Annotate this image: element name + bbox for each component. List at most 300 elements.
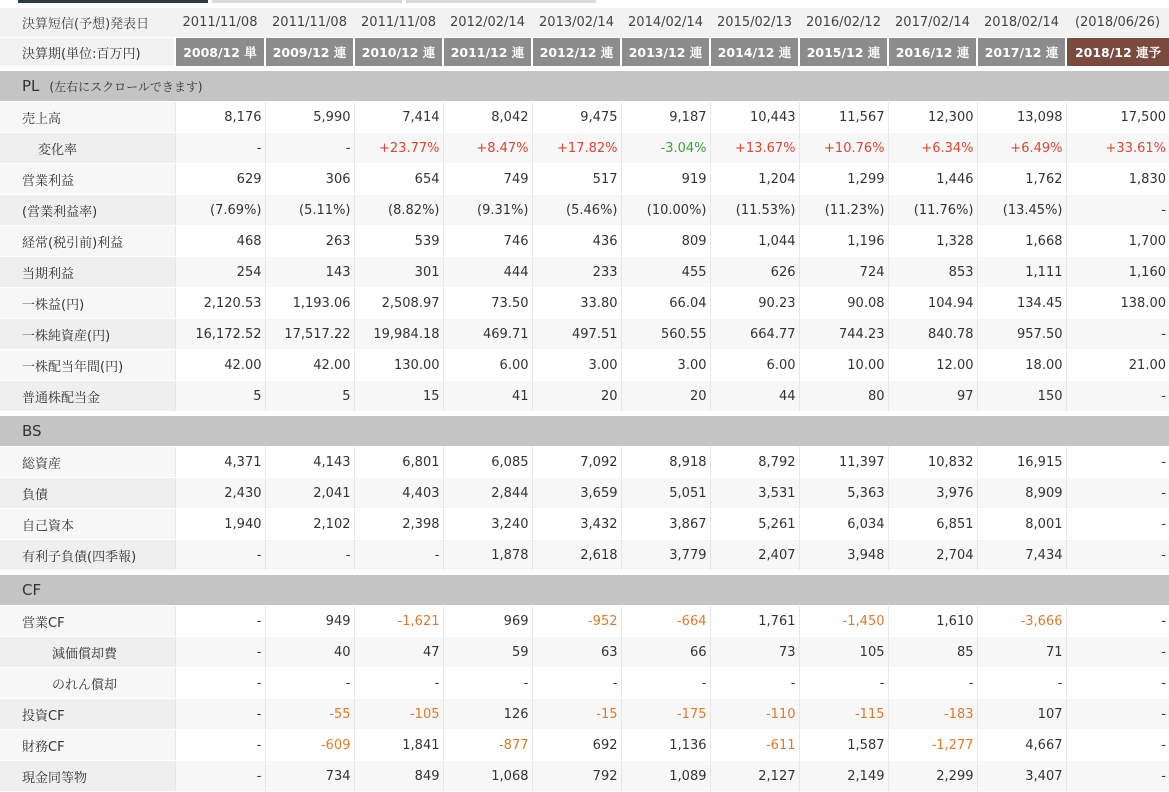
- table-cell: 71: [977, 637, 1066, 668]
- table-cell: 3.00: [621, 350, 710, 381]
- table-cell: 1,841: [354, 730, 443, 761]
- header-period-cell: 2013/12 連: [621, 38, 710, 67]
- table-cell: 7,092: [532, 447, 621, 478]
- table-cell: 1,940: [175, 509, 265, 540]
- table-cell: -183: [888, 699, 977, 730]
- table-cell: (8.82%): [354, 195, 443, 226]
- table-cell: (11.76%): [888, 195, 977, 226]
- table-cell: 13,098: [977, 102, 1066, 133]
- header-period-cell: 2015/12 連: [799, 38, 888, 67]
- table-row: [0, 288, 1169, 319]
- table-cell: 517: [532, 164, 621, 195]
- table-cell: 254: [175, 257, 265, 288]
- table-cell: 809: [621, 226, 710, 257]
- table-cell: 2,618: [532, 540, 621, 571]
- table-cell: -: [175, 540, 265, 571]
- table-cell: -: [1066, 730, 1169, 761]
- table-cell: -: [443, 668, 532, 699]
- table-cell: 734: [265, 761, 354, 792]
- table-cell: 15: [354, 381, 443, 412]
- table-cell: 2,041: [265, 478, 354, 509]
- table-cell: +13.67%: [710, 133, 799, 164]
- table-cell: -: [175, 637, 265, 668]
- row-label: 当期利益: [0, 257, 175, 288]
- tab-active[interactable]: [18, 0, 208, 3]
- header-period-cell: 2011/12 連: [443, 38, 532, 67]
- header-date-row: [0, 8, 1169, 38]
- table-cell: 919: [621, 164, 710, 195]
- header-date-cell: 2014/02/14: [621, 8, 710, 38]
- table-cell: 724: [799, 257, 888, 288]
- table-row: [0, 102, 1169, 133]
- table-cell: -1,621: [354, 606, 443, 637]
- table-cell: 1,878: [443, 540, 532, 571]
- table-cell: 746: [443, 226, 532, 257]
- table-cell: -: [265, 133, 354, 164]
- table-cell: +6.49%: [977, 133, 1066, 164]
- table-cell: 7,414: [354, 102, 443, 133]
- table-cell: -105: [354, 699, 443, 730]
- table-cell: 1,044: [710, 226, 799, 257]
- scroll-hint: (左右にスクロールできます): [49, 80, 203, 94]
- row-label: 財務CF: [0, 730, 175, 761]
- table-cell: 2,127: [710, 761, 799, 792]
- table-cell: 4,667: [977, 730, 1066, 761]
- table-cell: 626: [710, 257, 799, 288]
- table-cell: 2,704: [888, 540, 977, 571]
- tab-2[interactable]: [212, 0, 402, 3]
- table-cell: +10.76%: [799, 133, 888, 164]
- table-cell: 1,089: [621, 761, 710, 792]
- table-cell: 6,085: [443, 447, 532, 478]
- row-label: 経常(税引前)利益: [0, 226, 175, 257]
- section-header-pl: [0, 71, 1169, 102]
- table-cell: 1,111: [977, 257, 1066, 288]
- table-cell: 21.00: [1066, 350, 1169, 381]
- table-cell: 12.00: [888, 350, 977, 381]
- table-cell: (9.31%): [443, 195, 532, 226]
- table-cell: 143: [265, 257, 354, 288]
- table-cell: +8.47%: [443, 133, 532, 164]
- table-cell: +17.82%: [532, 133, 621, 164]
- table-cell: 3,779: [621, 540, 710, 571]
- table-cell: -175: [621, 699, 710, 730]
- table-cell: 17,517.22: [265, 319, 354, 350]
- table-row: [0, 447, 1169, 478]
- table-row: [0, 257, 1169, 288]
- table-cell: -609: [265, 730, 354, 761]
- header-period-cell: 2009/12 連: [265, 38, 354, 67]
- table-cell: 1,204: [710, 164, 799, 195]
- table-cell: 3,867: [621, 509, 710, 540]
- table-cell: 5,051: [621, 478, 710, 509]
- table-cell: 8,792: [710, 447, 799, 478]
- table-cell: 1,299: [799, 164, 888, 195]
- row-label: 営業利益: [0, 164, 175, 195]
- header-period-cell: 2012/12 連: [532, 38, 621, 67]
- table-cell: 6,801: [354, 447, 443, 478]
- table-cell: 301: [354, 257, 443, 288]
- table-cell: -: [621, 668, 710, 699]
- table-cell: 560.55: [621, 319, 710, 350]
- table-cell: -3,666: [977, 606, 1066, 637]
- table-cell: 18.00: [977, 350, 1066, 381]
- table-cell: 455: [621, 257, 710, 288]
- table-cell: 19,984.18: [354, 319, 443, 350]
- table-cell: -15: [532, 699, 621, 730]
- table-cell: 41: [443, 381, 532, 412]
- table-cell: (13.45%): [977, 195, 1066, 226]
- table-cell: 11,397: [799, 447, 888, 478]
- table-cell: 33.80: [532, 288, 621, 319]
- table-cell: 853: [888, 257, 977, 288]
- table-cell: 40: [265, 637, 354, 668]
- header-date-cell: 2015/02/13: [710, 8, 799, 38]
- table-cell: 5,990: [265, 102, 354, 133]
- table-cell: -: [710, 668, 799, 699]
- table-row: [0, 761, 1169, 792]
- section-header-cf: [0, 575, 1169, 606]
- table-cell: -: [1066, 637, 1169, 668]
- header-date-cell: (2018/06/26): [1066, 8, 1169, 38]
- table-cell: 63: [532, 637, 621, 668]
- table-cell: 1,610: [888, 606, 977, 637]
- header-date-cell: 2018/02/14: [977, 8, 1066, 38]
- table-cell: -952: [532, 606, 621, 637]
- table-cell: 73.50: [443, 288, 532, 319]
- period-row-label: 決算期(単位:百万円): [0, 38, 175, 67]
- table-cell: 2,299: [888, 761, 977, 792]
- row-label: 自己資本: [0, 509, 175, 540]
- row-label: 投資CF: [0, 699, 175, 730]
- table-cell: -: [1066, 761, 1169, 792]
- table-cell: 10.00: [799, 350, 888, 381]
- table-cell: 1,700: [1066, 226, 1169, 257]
- row-label: 一株益(円): [0, 288, 175, 319]
- table-cell: 66.04: [621, 288, 710, 319]
- table-cell: 436: [532, 226, 621, 257]
- section-title: PL: [22, 77, 40, 95]
- table-cell: +33.61%: [1066, 133, 1169, 164]
- table-cell: -: [265, 540, 354, 571]
- table-cell: 2,120.53: [175, 288, 265, 319]
- financial-table: [0, 8, 1169, 792]
- section-title: CF: [22, 581, 42, 599]
- header-period-cell: 2008/12 単: [175, 38, 265, 67]
- section-title-cell: [0, 71, 1169, 102]
- table-cell: 497.51: [532, 319, 621, 350]
- row-label: 総資産: [0, 447, 175, 478]
- table-cell: +23.77%: [354, 133, 443, 164]
- table-cell: 11,567: [799, 102, 888, 133]
- table-row: [0, 226, 1169, 257]
- row-label: 営業CF: [0, 606, 175, 637]
- table-cell: 59: [443, 637, 532, 668]
- table-cell: 692: [532, 730, 621, 761]
- table-cell: 2,398: [354, 509, 443, 540]
- table-cell: 957.50: [977, 319, 1066, 350]
- table-cell: -: [799, 668, 888, 699]
- table-cell: (10.00%): [621, 195, 710, 226]
- date-row-label: 決算短信(予想)発表日: [0, 8, 175, 38]
- view-tabs: [0, 0, 1169, 4]
- table-row: [0, 730, 1169, 761]
- table-row: [0, 133, 1169, 164]
- row-label: 負債: [0, 478, 175, 509]
- table-cell: 1,446: [888, 164, 977, 195]
- table-cell: 5: [265, 381, 354, 412]
- row-label: のれん償却: [0, 668, 175, 699]
- table-cell: 90.08: [799, 288, 888, 319]
- table-cell: 949: [265, 606, 354, 637]
- header-period-row: [0, 38, 1169, 67]
- table-row: [0, 668, 1169, 699]
- table-cell: 3,976: [888, 478, 977, 509]
- table-row: [0, 381, 1169, 412]
- table-cell: 1,587: [799, 730, 888, 761]
- table-cell: 85: [888, 637, 977, 668]
- header-date-cell: 2011/11/08: [265, 8, 354, 38]
- table-cell: -: [1066, 381, 1169, 412]
- row-label: 一株配当年間(円): [0, 350, 175, 381]
- table-cell: 130.00: [354, 350, 443, 381]
- table-cell: 16,172.52: [175, 319, 265, 350]
- table-cell: 3,407: [977, 761, 1066, 792]
- table-cell: 2,102: [265, 509, 354, 540]
- table-cell: 90.23: [710, 288, 799, 319]
- header-period-cell: 2016/12 連: [888, 38, 977, 67]
- table-cell: 1,830: [1066, 164, 1169, 195]
- table-cell: 42.00: [265, 350, 354, 381]
- table-cell: -: [175, 730, 265, 761]
- table-cell: -: [1066, 319, 1169, 350]
- section-title-cell: [0, 575, 1169, 606]
- table-cell: 20: [621, 381, 710, 412]
- table-cell: 66: [621, 637, 710, 668]
- table-cell: 42.00: [175, 350, 265, 381]
- table-row: [0, 478, 1169, 509]
- table-cell: 8,918: [621, 447, 710, 478]
- table-cell: 4,143: [265, 447, 354, 478]
- table-cell: 8,176: [175, 102, 265, 133]
- row-label: 普通株配当金: [0, 381, 175, 412]
- table-cell: 2,508.97: [354, 288, 443, 319]
- table-cell: -: [1066, 540, 1169, 571]
- tab-3[interactable]: [406, 0, 596, 3]
- table-row: [0, 195, 1169, 226]
- table-cell: -: [532, 668, 621, 699]
- table-cell: 2,430: [175, 478, 265, 509]
- table-cell: 105: [799, 637, 888, 668]
- table-cell: 8,909: [977, 478, 1066, 509]
- table-cell: -: [265, 668, 354, 699]
- table-cell: 9,187: [621, 102, 710, 133]
- table-cell: -: [175, 761, 265, 792]
- table-cell: 1,328: [888, 226, 977, 257]
- table-cell: 16,915: [977, 447, 1066, 478]
- row-label: 現金同等物: [0, 761, 175, 792]
- table-cell: -: [175, 606, 265, 637]
- row-label: (営業利益率): [0, 195, 175, 226]
- section-header-bs: [0, 416, 1169, 447]
- table-cell: 8,042: [443, 102, 532, 133]
- table-cell: 749: [443, 164, 532, 195]
- table-cell: -1,450: [799, 606, 888, 637]
- table-cell: 150: [977, 381, 1066, 412]
- table-row: [0, 637, 1169, 668]
- table-cell: 3,531: [710, 478, 799, 509]
- table-cell: 664.77: [710, 319, 799, 350]
- table-cell: 138.00: [1066, 288, 1169, 319]
- table-row: [0, 509, 1169, 540]
- header-period-cell: 2018/12 連予: [1066, 38, 1169, 67]
- table-cell: -: [175, 133, 265, 164]
- table-row: [0, 606, 1169, 637]
- table-cell: 9,475: [532, 102, 621, 133]
- table-row: [0, 164, 1169, 195]
- table-cell: 80: [799, 381, 888, 412]
- row-label: 一株純資産(円): [0, 319, 175, 350]
- header-date-cell: 2016/02/12: [799, 8, 888, 38]
- table-cell: -: [1066, 195, 1169, 226]
- table-cell: 3.00: [532, 350, 621, 381]
- table-cell: 539: [354, 226, 443, 257]
- table-cell: -: [175, 699, 265, 730]
- table-cell: 20: [532, 381, 621, 412]
- table-cell: -3.04%: [621, 133, 710, 164]
- table-row: [0, 319, 1169, 350]
- table-cell: 10,443: [710, 102, 799, 133]
- table-cell: 2,149: [799, 761, 888, 792]
- table-cell: -: [1066, 478, 1169, 509]
- table-cell: +6.34%: [888, 133, 977, 164]
- table-cell: 6,034: [799, 509, 888, 540]
- table-cell: 6.00: [443, 350, 532, 381]
- table-cell: 792: [532, 761, 621, 792]
- table-cell: -1,277: [888, 730, 977, 761]
- header-date-cell: 2011/11/08: [175, 8, 265, 38]
- row-label: 減価償却費: [0, 637, 175, 668]
- table-cell: 629: [175, 164, 265, 195]
- table-cell: -110: [710, 699, 799, 730]
- table-cell: -: [1066, 606, 1169, 637]
- table-cell: 744.23: [799, 319, 888, 350]
- header-period-cell: 2014/12 連: [710, 38, 799, 67]
- table-cell: 2,844: [443, 478, 532, 509]
- header-date-cell: 2017/02/14: [888, 8, 977, 38]
- table-cell: 8,001: [977, 509, 1066, 540]
- table-cell: 97: [888, 381, 977, 412]
- table-cell: 654: [354, 164, 443, 195]
- table-cell: 306: [265, 164, 354, 195]
- table-cell: -115: [799, 699, 888, 730]
- table-cell: 263: [265, 226, 354, 257]
- table-cell: 12,300: [888, 102, 977, 133]
- table-cell: 1,193.06: [265, 288, 354, 319]
- table-cell: 3,432: [532, 509, 621, 540]
- table-cell: 107: [977, 699, 1066, 730]
- table-cell: -: [977, 668, 1066, 699]
- table-cell: 4,403: [354, 478, 443, 509]
- table-cell: -: [354, 668, 443, 699]
- table-cell: 7,434: [977, 540, 1066, 571]
- table-cell: 44: [710, 381, 799, 412]
- header-date-cell: 2011/11/08: [354, 8, 443, 38]
- table-cell: 233: [532, 257, 621, 288]
- table-cell: 1,196: [799, 226, 888, 257]
- header-period-cell: 2010/12 連: [354, 38, 443, 67]
- table-cell: 73: [710, 637, 799, 668]
- table-cell: -: [1066, 668, 1169, 699]
- table-cell: 47: [354, 637, 443, 668]
- table-cell: (7.69%): [175, 195, 265, 226]
- table-cell: 6,851: [888, 509, 977, 540]
- row-label: 変化率: [0, 133, 175, 164]
- table-cell: -: [175, 668, 265, 699]
- table-cell: 469.71: [443, 319, 532, 350]
- section-title: BS: [22, 422, 42, 440]
- table-cell: -877: [443, 730, 532, 761]
- table-cell: 1,761: [710, 606, 799, 637]
- table-cell: (5.11%): [265, 195, 354, 226]
- table-row: [0, 350, 1169, 381]
- table-cell: -: [1066, 699, 1169, 730]
- table-cell: 10,832: [888, 447, 977, 478]
- row-label: 有利子負債(四季報): [0, 540, 175, 571]
- table-cell: 849: [354, 761, 443, 792]
- table-cell: 126: [443, 699, 532, 730]
- table-cell: -611: [710, 730, 799, 761]
- table-cell: 104.94: [888, 288, 977, 319]
- table-cell: 3,948: [799, 540, 888, 571]
- table-cell: 1,068: [443, 761, 532, 792]
- row-label: 売上高: [0, 102, 175, 133]
- table-cell: 6.00: [710, 350, 799, 381]
- table-row: [0, 699, 1169, 730]
- table-cell: -664: [621, 606, 710, 637]
- table-cell: 840.78: [888, 319, 977, 350]
- table-cell: 3,659: [532, 478, 621, 509]
- table-cell: 134.45: [977, 288, 1066, 319]
- table-cell: (11.53%): [710, 195, 799, 226]
- table-cell: -: [888, 668, 977, 699]
- header-period-cell: 2017/12 連: [977, 38, 1066, 67]
- table-row: [0, 540, 1169, 571]
- table-cell: 3,240: [443, 509, 532, 540]
- table-cell: -55: [265, 699, 354, 730]
- table-cell: -: [1066, 509, 1169, 540]
- table-cell: 5,363: [799, 478, 888, 509]
- table-cell: 17,500: [1066, 102, 1169, 133]
- header-date-cell: 2012/02/14: [443, 8, 532, 38]
- table-cell: 1,762: [977, 164, 1066, 195]
- table-cell: 5,261: [710, 509, 799, 540]
- section-title-cell: [0, 416, 1169, 447]
- table-cell: 1,136: [621, 730, 710, 761]
- table-cell: 969: [443, 606, 532, 637]
- table-cell: 1,160: [1066, 257, 1169, 288]
- table-cell: 4,371: [175, 447, 265, 478]
- table-cell: 2,407: [710, 540, 799, 571]
- table-cell: 444: [443, 257, 532, 288]
- table-cell: 5: [175, 381, 265, 412]
- table-cell: (11.23%): [799, 195, 888, 226]
- table-cell: -: [354, 540, 443, 571]
- table-cell: 468: [175, 226, 265, 257]
- table-cell: (5.46%): [532, 195, 621, 226]
- table-cell: -: [1066, 447, 1169, 478]
- table-cell: 1,668: [977, 226, 1066, 257]
